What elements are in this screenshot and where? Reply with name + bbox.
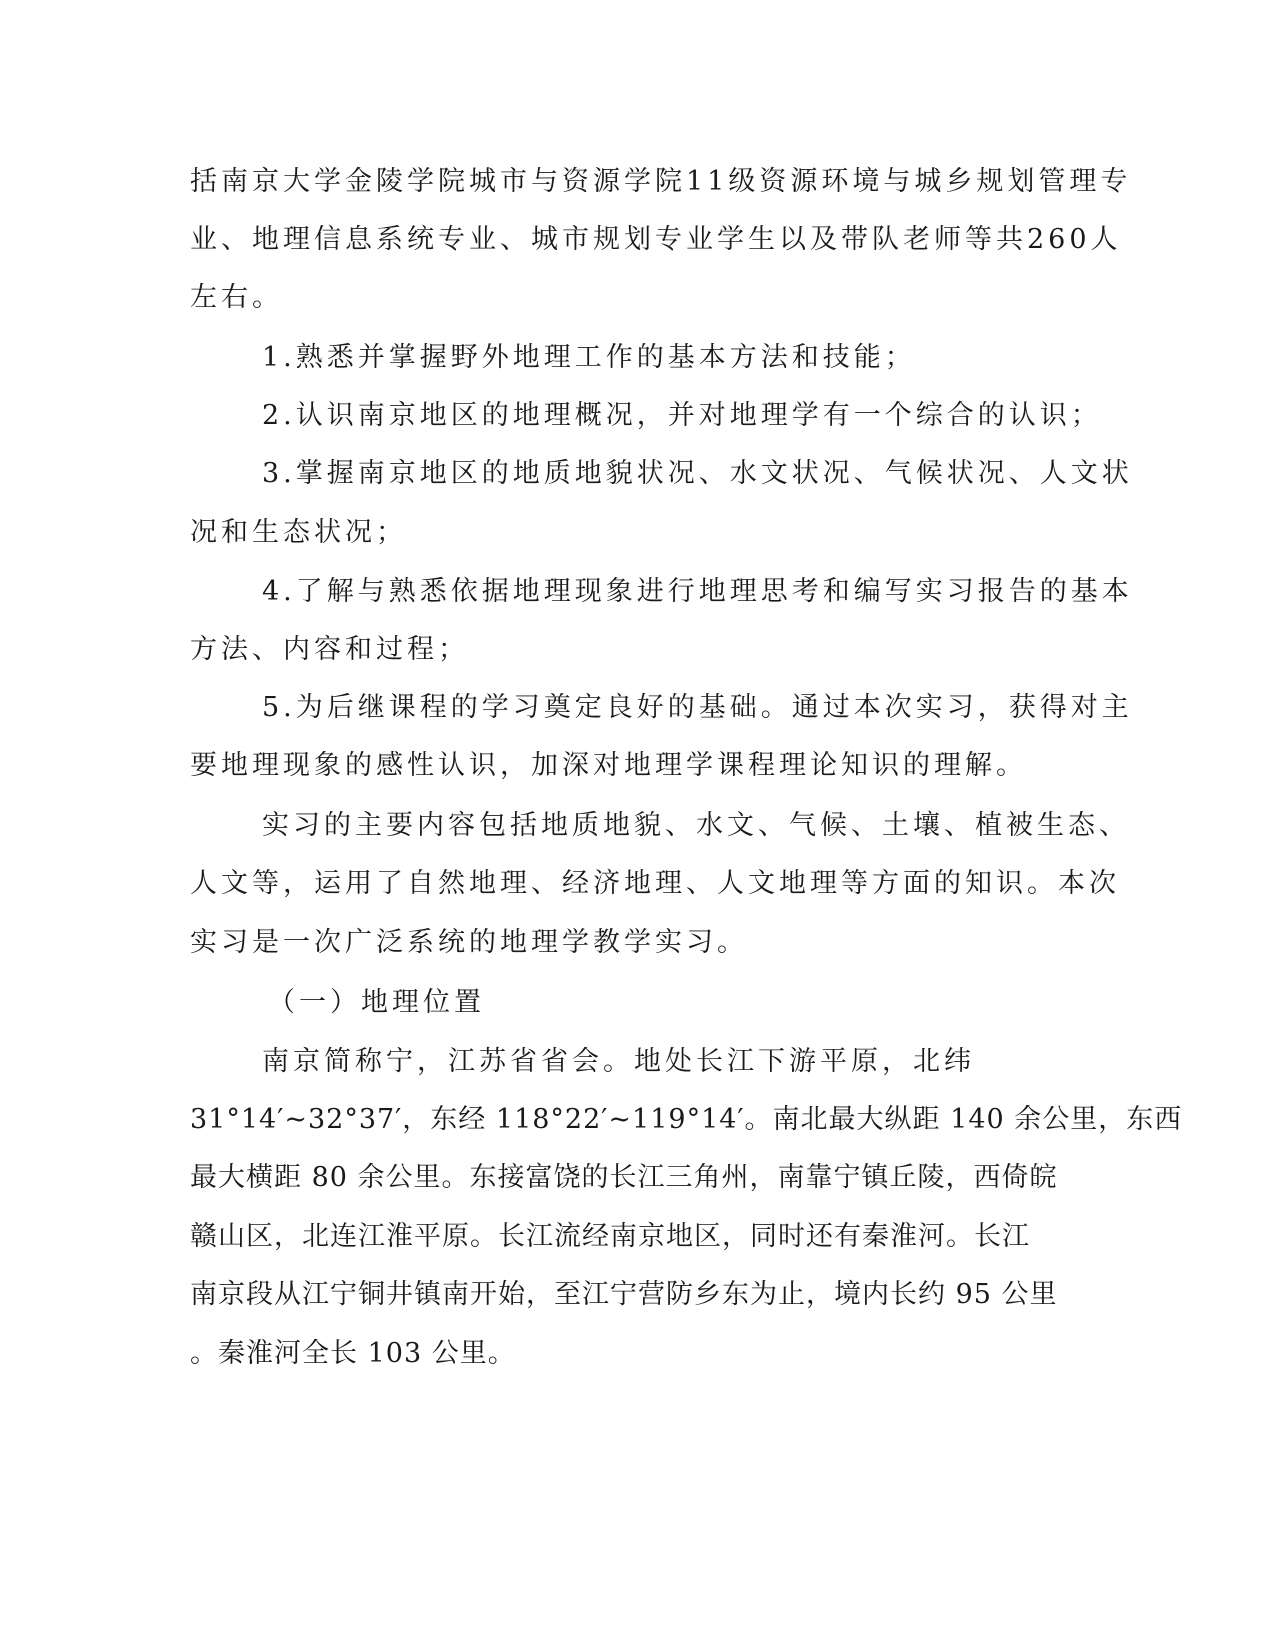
paragraph-line: 南京段从江宁铜井镇南开始，至江宁营防乡东为止，境内长约 95 公里 — [190, 1279, 1058, 1310]
objective-item-5: 5.为后继课程的学习奠定良好的基础。通过本次实习，获得对主 — [262, 692, 1133, 723]
objective-item-1: 1.熟悉并掌握野外地理工作的基本方法和技能； — [262, 342, 916, 373]
paragraph-line: 业、地理信息系统专业、城市规划专业学生以及带队老师等共260人 — [190, 224, 1122, 255]
paragraph-line: 。秦淮河全长 103 公里。 — [190, 1338, 516, 1369]
paragraph-line: 况和生态状况； — [190, 517, 407, 548]
paragraph-line: 人文等，运用了自然地理、经济地理、人文地理等方面的知识。本次 — [190, 868, 1120, 899]
objective-item-3: 3.掌握南京地区的地质地貌状况、水文状况、气候状况、人文状 — [262, 458, 1133, 489]
paragraph-line: 赣山区，北连江淮平原。长江流经南京地区，同时还有秦淮河。长江 — [190, 1221, 1030, 1252]
paragraph-line: 实习的主要内容包括地质地貌、水文、气候、土壤、植被生态、 — [262, 810, 1130, 841]
paragraph-line: 方法、内容和过程； — [190, 634, 469, 665]
paragraph-line: 南京简称宁，江苏省省会。地处长江下游平原，北纬 — [262, 1046, 975, 1077]
paragraph-line: 要地理现象的感性认识，加深对地理学课程理论知识的理解。 — [190, 750, 1027, 781]
objective-item-2: 2.认识南京地区的地理概况，并对地理学有一个综合的认识； — [262, 400, 1102, 431]
paragraph-line: 最大横距 80 余公里。东接富饶的长江三角州，南靠宁镇丘陵，西倚皖 — [190, 1162, 1058, 1193]
paragraph-line: 实习是一次广泛系统的地理学教学实习。 — [190, 927, 748, 958]
paragraph-line: 左右。 — [190, 282, 283, 313]
paragraph-line: 括南京大学金陵学院城市与资源学院11级资源环境与城乡规划管理专 — [190, 166, 1132, 197]
paragraph-line: 31°14′~32°37′，东经 118°22′~119°14′。南北最大纵距 140 余公里，东西 — [190, 1104, 1183, 1135]
section-heading: （一）地理位置 — [268, 987, 485, 1018]
objective-item-4: 4.了解与熟悉依据地理现象进行地理思考和编写实习报告的基本 — [262, 576, 1133, 607]
